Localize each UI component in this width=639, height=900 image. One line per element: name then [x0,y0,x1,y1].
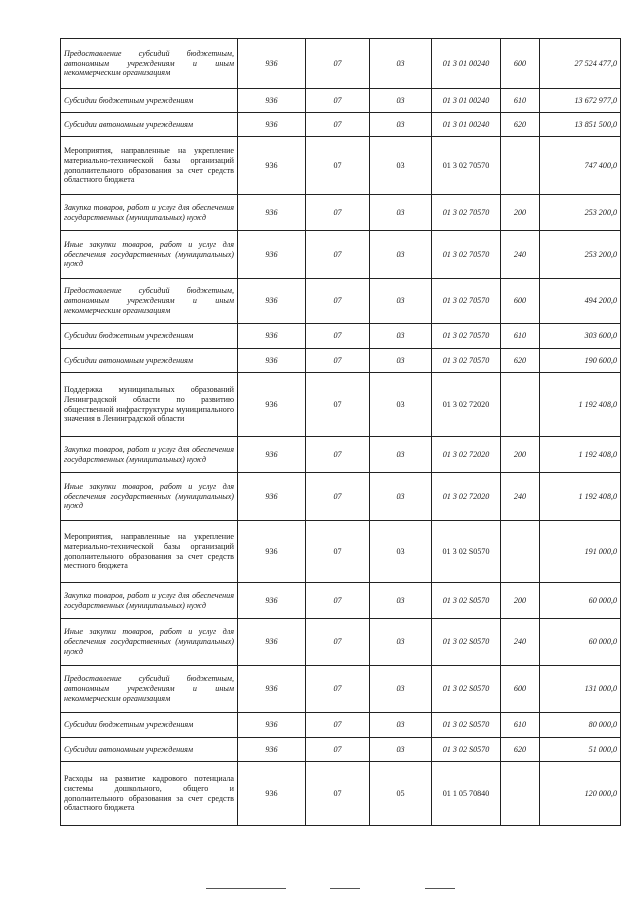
row-name-cell: Субсидии автономным учреждениям [61,349,238,373]
subsection-code-cell: 03 [370,666,432,713]
section-code-cell: 07 [306,473,370,521]
table-row [61,437,621,473]
section-code-cell: 07 [306,373,370,437]
subsection-code-cell: 03 [370,349,432,373]
section-code-cell: 07 [306,349,370,373]
table-row [61,349,621,373]
target-article-cell: 01 3 02 70570 [432,349,501,373]
row-name-cell: Закупка товаров, работ и услуг для обеспечения государственных (муниципальных) нужд [61,195,238,231]
amount-cell: 27 524 477,0 [540,39,621,89]
target-article-cell: 01 3 02 S0570 [432,713,501,738]
subsection-code-cell: 03 [370,137,432,195]
target-article-cell: 01 3 02 72020 [432,473,501,521]
subsection-code-cell: 03 [370,619,432,666]
subsection-code-cell: 05 [370,762,432,826]
expense-type-cell: 200 [501,437,540,473]
row-name-cell: Субсидии автономным учреждениям [61,738,238,762]
section-code-cell: 07 [306,762,370,826]
amount-cell: 60 000,0 [540,583,621,619]
target-article-cell: 01 3 01 00240 [432,113,501,137]
amount-cell: 253 200,0 [540,231,621,279]
target-article-cell: 01 3 02 70570 [432,137,501,195]
table-row [61,473,621,521]
amount-cell: 13 672 977,0 [540,89,621,113]
scan-artifact-line [330,888,360,889]
table-row [61,137,621,195]
table-row [61,762,621,826]
table-row [61,39,621,89]
row-name-cell: Предоставление субсидий бюджетным, автономным учреждениям и иным некоммерческим организациям [61,39,238,89]
expense-type-cell: 240 [501,619,540,666]
table-row [61,113,621,137]
row-name-cell: Мероприятия, направленные на укрепление материально-технической базы организаций дополнительного образования за счет средств областного бюджета [61,137,238,195]
table-row [61,521,621,583]
subsection-code-cell: 03 [370,195,432,231]
expense-type-cell [501,521,540,583]
amount-cell: 747 400,0 [540,137,621,195]
section-code-cell: 07 [306,738,370,762]
section-code-cell: 07 [306,619,370,666]
row-name-cell: Субсидии автономным учреждениям [61,113,238,137]
section-code-cell: 07 [306,324,370,349]
expense-type-cell: 240 [501,473,540,521]
table-row [61,231,621,279]
subsection-code-cell: 03 [370,39,432,89]
subsection-code-cell: 03 [370,113,432,137]
grbs-code-cell: 936 [238,89,306,113]
budget-table-body [61,39,621,826]
table-row [61,195,621,231]
amount-cell: 253 200,0 [540,195,621,231]
section-code-cell: 07 [306,137,370,195]
grbs-code-cell: 936 [238,473,306,521]
grbs-code-cell: 936 [238,583,306,619]
section-code-cell: 07 [306,521,370,583]
grbs-code-cell: 936 [238,324,306,349]
table-row [61,279,621,324]
amount-cell: 1 192 408,0 [540,437,621,473]
row-name-cell: Закупка товаров, работ и услуг для обеспечения государственных (муниципальных) нужд [61,437,238,473]
row-name-cell: Предоставление субсидий бюджетным, автономным учреждениям и иным некоммерческим организациям [61,666,238,713]
grbs-code-cell: 936 [238,738,306,762]
amount-cell: 13 851 500,0 [540,113,621,137]
grbs-code-cell: 936 [238,279,306,324]
subsection-code-cell: 03 [370,521,432,583]
section-code-cell: 07 [306,713,370,738]
row-name-cell: Предоставление субсидий бюджетным, автономным учреждениям и иным некоммерческим организациям [61,279,238,324]
target-article-cell: 01 3 02 S0570 [432,619,501,666]
expense-type-cell [501,137,540,195]
grbs-code-cell: 936 [238,437,306,473]
row-name-cell: Иные закупки товаров, работ и услуг для обеспечения государственных (муниципальных) нужд [61,619,238,666]
section-code-cell: 07 [306,437,370,473]
target-article-cell: 01 3 02 70570 [432,279,501,324]
amount-cell: 1 192 408,0 [540,473,621,521]
amount-cell: 60 000,0 [540,619,621,666]
table-row [61,713,621,738]
table-row [61,619,621,666]
row-name-cell: Закупка товаров, работ и услуг для обеспечения государственных (муниципальных) нужд [61,583,238,619]
grbs-code-cell: 936 [238,373,306,437]
amount-cell: 190 600,0 [540,349,621,373]
section-code-cell: 07 [306,231,370,279]
grbs-code-cell: 936 [238,619,306,666]
expense-type-cell: 600 [501,666,540,713]
expense-type-cell: 610 [501,89,540,113]
target-article-cell: 01 3 02 72020 [432,373,501,437]
expense-type-cell: 200 [501,583,540,619]
section-code-cell: 07 [306,195,370,231]
target-article-cell: 01 3 02 S0570 [432,738,501,762]
scan-footer-marks [0,888,639,892]
subsection-code-cell: 03 [370,473,432,521]
target-article-cell: 01 3 02 72020 [432,437,501,473]
scan-artifact-line [206,888,286,889]
expense-type-cell: 600 [501,39,540,89]
subsection-code-cell: 03 [370,583,432,619]
amount-cell: 51 000,0 [540,738,621,762]
subsection-code-cell: 03 [370,738,432,762]
amount-cell: 191 000,0 [540,521,621,583]
subsection-code-cell: 03 [370,89,432,113]
section-code-cell: 07 [306,666,370,713]
amount-cell: 120 000,0 [540,762,621,826]
subsection-code-cell: 03 [370,373,432,437]
grbs-code-cell: 936 [238,666,306,713]
table-row [61,738,621,762]
row-name-cell: Субсидии бюджетным учреждениям [61,713,238,738]
row-name-cell: Поддержка муниципальных образований Ленинградской области по развитию общественной инфраструктуры муниципального значения в Ленинградской области [61,373,238,437]
row-name-cell: Субсидии бюджетным учреждениям [61,89,238,113]
target-article-cell: 01 3 02 S0570 [432,521,501,583]
expense-type-cell [501,762,540,826]
grbs-code-cell: 936 [238,349,306,373]
grbs-code-cell: 936 [238,713,306,738]
table-row [61,373,621,437]
expense-type-cell: 600 [501,279,540,324]
subsection-code-cell: 03 [370,231,432,279]
table-row [61,583,621,619]
amount-cell: 80 000,0 [540,713,621,738]
grbs-code-cell: 936 [238,762,306,826]
grbs-code-cell: 936 [238,137,306,195]
target-article-cell: 01 3 02 70570 [432,231,501,279]
table-row [61,666,621,713]
target-article-cell: 01 3 02 70570 [432,195,501,231]
row-name-cell: Иные закупки товаров, работ и услуг для обеспечения государственных (муниципальных) нужд [61,231,238,279]
amount-cell: 1 192 408,0 [540,373,621,437]
section-code-cell: 07 [306,89,370,113]
grbs-code-cell: 936 [238,39,306,89]
grbs-code-cell: 936 [238,521,306,583]
expense-type-cell: 240 [501,231,540,279]
target-article-cell: 01 3 02 S0570 [432,583,501,619]
amount-cell: 494 200,0 [540,279,621,324]
row-name-cell: Иные закупки товаров, работ и услуг для обеспечения государственных (муниципальных) нужд [61,473,238,521]
section-code-cell: 07 [306,279,370,324]
amount-cell: 303 600,0 [540,324,621,349]
subsection-code-cell: 03 [370,324,432,349]
expense-type-cell: 620 [501,738,540,762]
budget-table [60,38,621,826]
target-article-cell: 01 3 01 00240 [432,39,501,89]
amount-cell: 131 000,0 [540,666,621,713]
subsection-code-cell: 03 [370,713,432,738]
grbs-code-cell: 936 [238,195,306,231]
row-name-cell: Субсидии бюджетным учреждениям [61,324,238,349]
row-name-cell: Расходы на развитие кадрового потенциала системы дошкольного, общего и дополнительного образования за счет средств областного бюджета [61,762,238,826]
grbs-code-cell: 936 [238,113,306,137]
table-row [61,324,621,349]
table-row [61,89,621,113]
expense-type-cell: 200 [501,195,540,231]
target-article-cell: 01 1 05 70840 [432,762,501,826]
section-code-cell: 07 [306,583,370,619]
expense-type-cell: 610 [501,324,540,349]
scan-artifact-line [425,888,455,889]
subsection-code-cell: 03 [370,437,432,473]
expense-type-cell: 610 [501,713,540,738]
target-article-cell: 01 3 01 00240 [432,89,501,113]
expense-type-cell: 620 [501,349,540,373]
subsection-code-cell: 03 [370,279,432,324]
section-code-cell: 07 [306,113,370,137]
section-code-cell: 07 [306,39,370,89]
target-article-cell: 01 3 02 S0570 [432,666,501,713]
row-name-cell: Мероприятия, направленные на укрепление материально-технической базы организаций дополнительного образования за счет средств местного бюджета [61,521,238,583]
target-article-cell: 01 3 02 70570 [432,324,501,349]
expense-type-cell [501,373,540,437]
expense-type-cell: 620 [501,113,540,137]
grbs-code-cell: 936 [238,231,306,279]
